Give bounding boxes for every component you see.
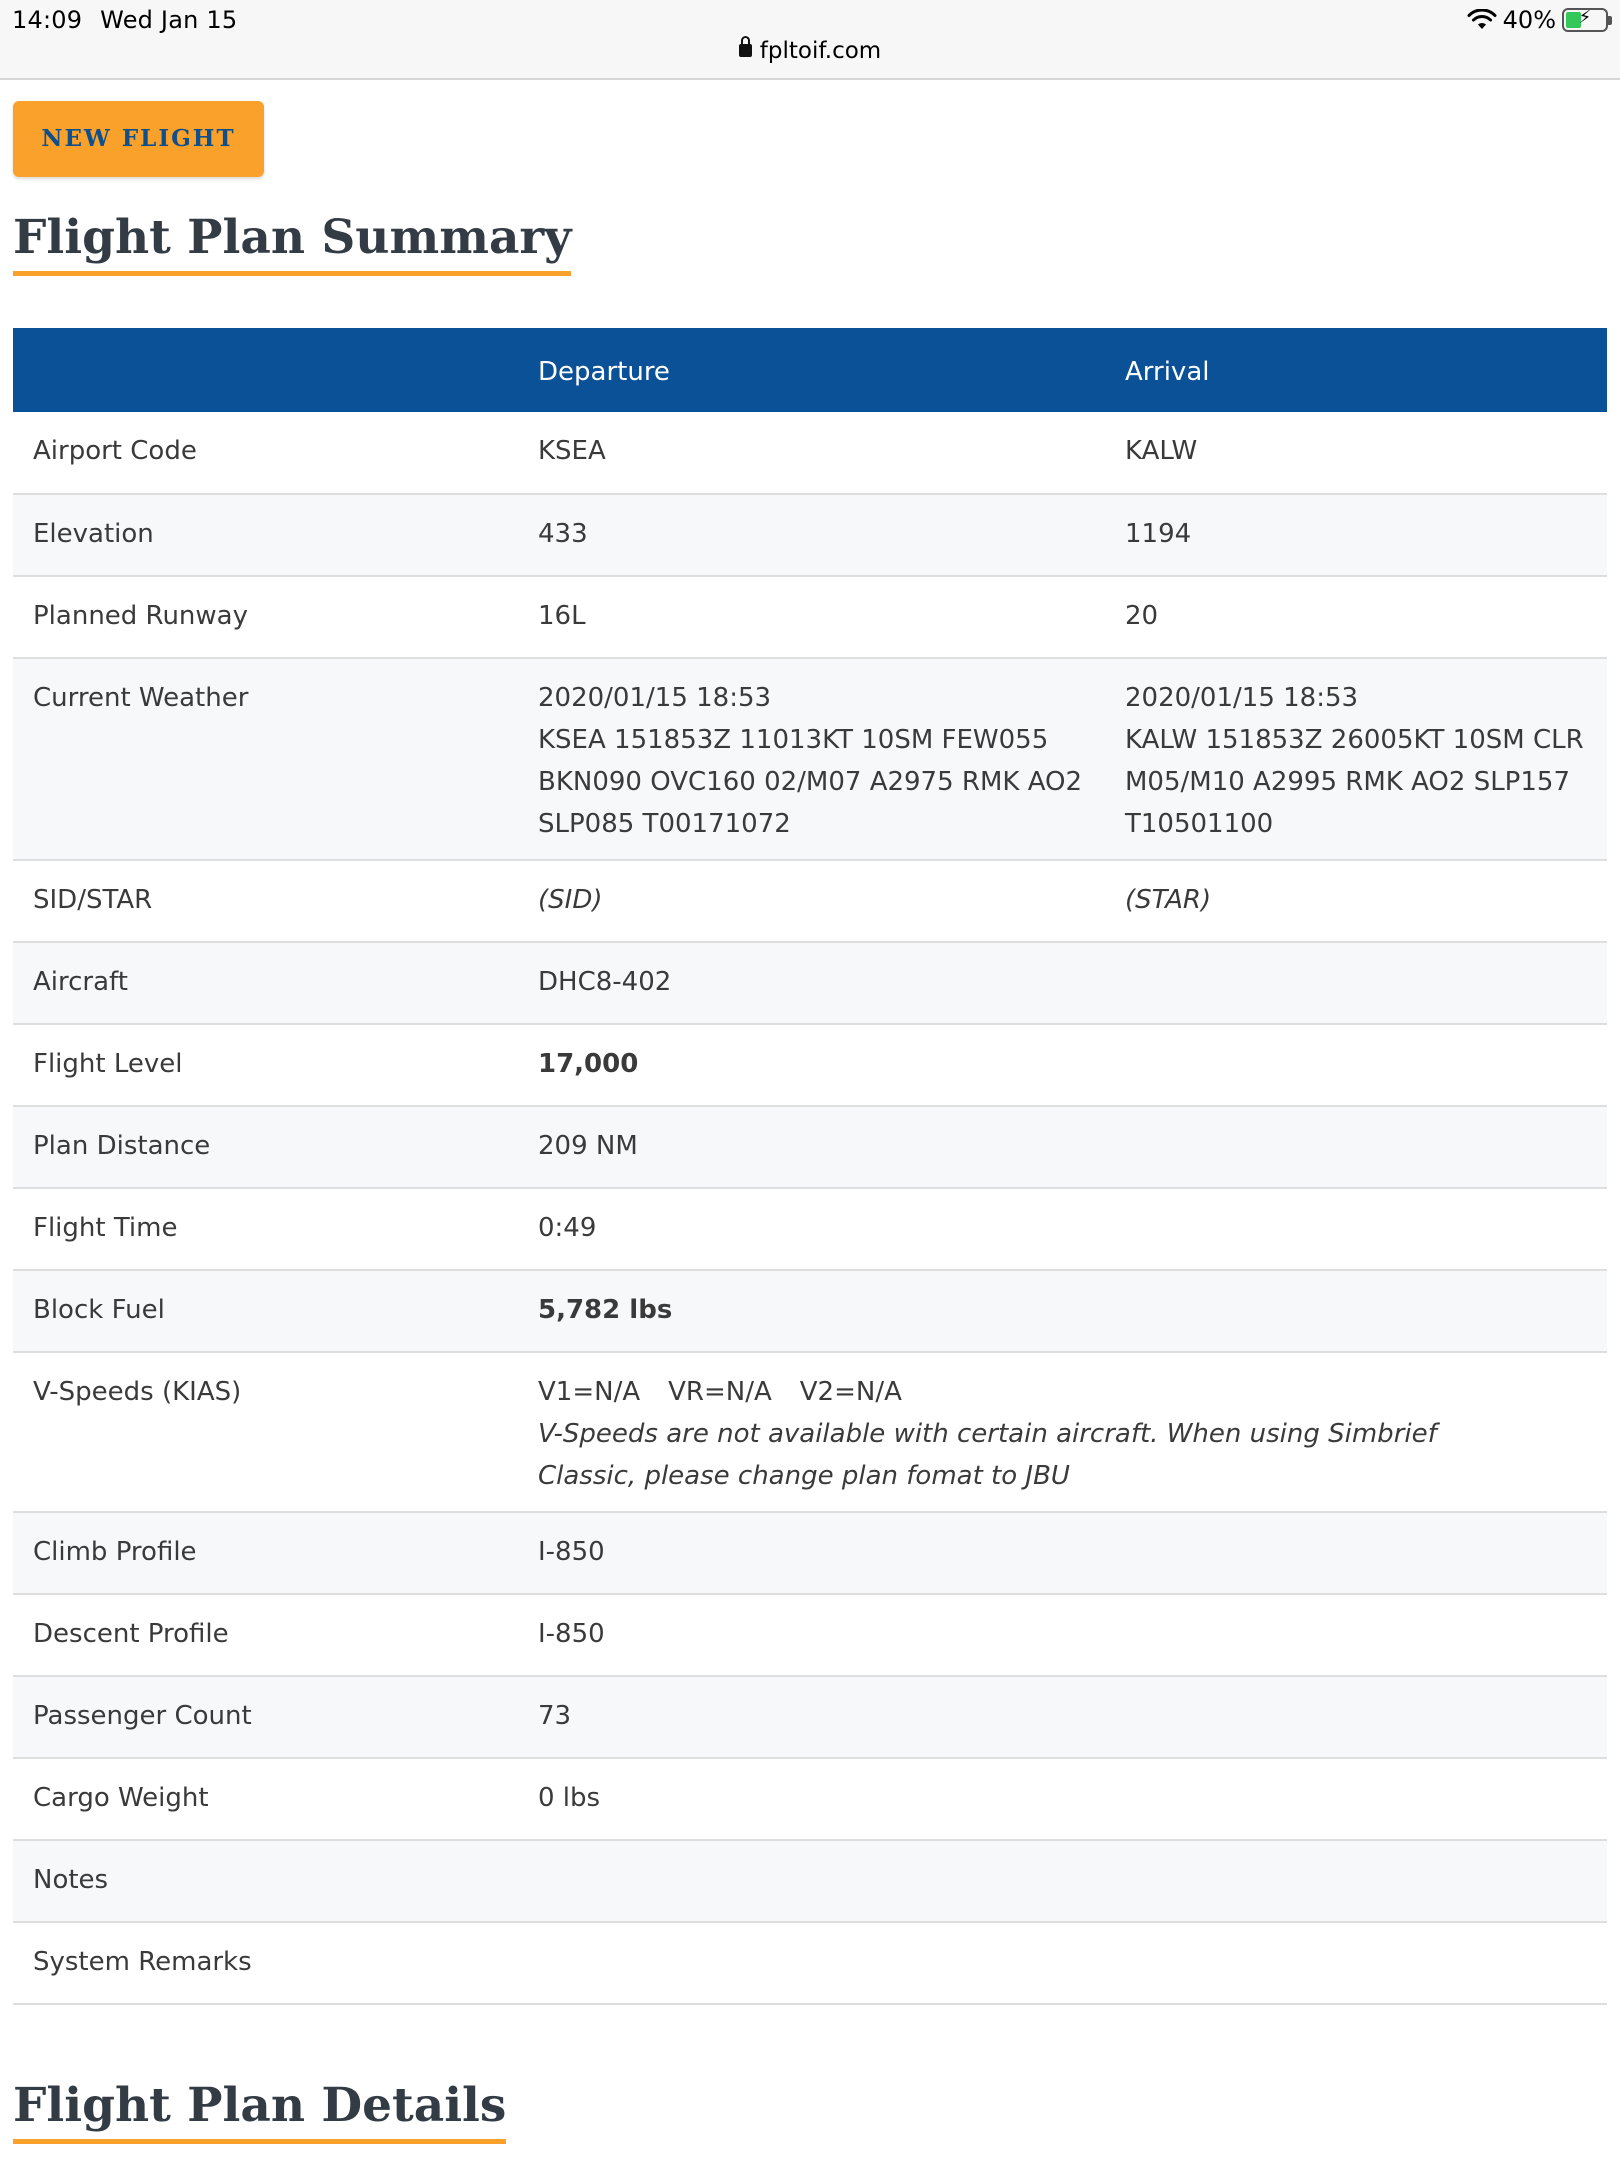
climb-profile-value: I-850	[538, 1512, 1607, 1594]
status-time: 14:09	[12, 6, 83, 34]
row-label: Airport Code	[13, 412, 538, 494]
v-speeds-note: V-Speeds are not available with certain aircraft. When using Simbrief Classic, please change plan fomat to JBU	[538, 1419, 1437, 1491]
row-label: System Remarks	[13, 1922, 538, 2004]
row-label: Block Fuel	[13, 1270, 538, 1352]
arrival-metar: KALW 151853Z 26005KT 10SM CLR M05/M10 A2995 RMK AO2 SLP157 T10501100	[1125, 725, 1584, 839]
flight-time-value: 0:49	[538, 1188, 1607, 1270]
departure-metar: KSEA 151853Z 11013KT 10SM FEW055 BKN090 OVC160 02/M07 A2975 RMK AO2 SLP085 T00171072	[538, 725, 1083, 839]
table-row	[13, 1758, 1607, 1840]
block-fuel-value: 5,782 lbs	[538, 1270, 1607, 1352]
arrival-weather	[1125, 658, 1607, 860]
arrival-elevation: 1194	[1125, 494, 1607, 576]
new-flight-button[interactable]: NEW FLIGHT	[13, 101, 264, 177]
row-label: Notes	[13, 1840, 538, 1922]
table-header-empty	[13, 330, 538, 412]
v-speeds-line	[538, 1371, 1587, 1413]
table-row	[13, 1512, 1607, 1594]
table-row	[13, 1840, 1607, 1922]
row-label: Plan Distance	[13, 1106, 538, 1188]
table-row	[13, 1594, 1607, 1676]
row-label: Flight Time	[13, 1188, 538, 1270]
row-label: Current Weather	[13, 658, 538, 860]
status-bar	[0, 0, 1620, 80]
table-row	[13, 576, 1607, 658]
system-remarks-value	[538, 1922, 1607, 2004]
row-label: Aircraft	[13, 942, 538, 1024]
departure-sid: (SID)	[538, 860, 1125, 942]
table-row	[13, 1106, 1607, 1188]
row-label: Climb Profile	[13, 1512, 538, 1594]
vr-value: VR=N/A	[668, 1377, 772, 1407]
address-bar[interactable]	[0, 38, 1620, 64]
arrival-star: (STAR)	[1125, 860, 1607, 942]
v-speeds-value	[538, 1352, 1607, 1512]
row-label: Elevation	[13, 494, 538, 576]
departure-runway: 16L	[538, 576, 1125, 658]
departure-elevation: 433	[538, 494, 1125, 576]
row-label: V-Speeds (KIAS)	[13, 1352, 538, 1512]
table-header-row	[13, 330, 1607, 412]
aircraft-value: DHC8-402	[538, 942, 1607, 1024]
table-header-arrival: Arrival	[1125, 330, 1607, 412]
wifi-icon	[1467, 9, 1497, 31]
notes-value	[538, 1840, 1607, 1922]
table-row	[13, 1676, 1607, 1758]
battery-icon	[1562, 8, 1608, 32]
arrival-airport-code: KALW	[1125, 412, 1607, 494]
row-label: Descent Profile	[13, 1594, 538, 1676]
row-label: Passenger Count	[13, 1676, 538, 1758]
url-text: fpltoif.com	[759, 38, 882, 64]
row-label: Planned Runway	[13, 576, 538, 658]
v2-value: V2=N/A	[799, 1377, 902, 1407]
plan-distance-value: 209 NM	[538, 1106, 1607, 1188]
table-row	[13, 1024, 1607, 1106]
section-title-details: Flight Plan Details	[13, 2078, 506, 2144]
descent-profile-value: I-850	[538, 1594, 1607, 1676]
table-row	[13, 860, 1607, 942]
table-header-departure: Departure	[538, 330, 1125, 412]
table-row	[13, 1922, 1607, 2004]
table-row	[13, 1352, 1607, 1512]
charging-bolt-icon: ⚡	[1578, 7, 1592, 28]
table-row	[13, 658, 1607, 860]
arrival-weather-time: 2020/01/15 18:53	[1125, 683, 1359, 713]
row-label: Flight Level	[13, 1024, 538, 1106]
v1-value: V1=N/A	[538, 1377, 641, 1407]
lock-icon	[739, 44, 752, 57]
cargo-weight-value: 0 lbs	[538, 1758, 1607, 1840]
flight-plan-summary-table	[13, 328, 1607, 2005]
departure-weather	[538, 658, 1125, 860]
table-row	[13, 412, 1607, 494]
page-title: Flight Plan Summary	[13, 210, 571, 276]
status-date: Wed Jan 15	[100, 6, 238, 34]
table-row	[13, 942, 1607, 1024]
departure-weather-time: 2020/01/15 18:53	[538, 683, 772, 713]
table-row	[13, 1188, 1607, 1270]
row-label: Cargo Weight	[13, 1758, 538, 1840]
arrival-runway: 20	[1125, 576, 1607, 658]
status-indicators	[1467, 4, 1608, 36]
departure-airport-code: KSEA	[538, 412, 1125, 494]
table-row	[13, 494, 1607, 576]
row-label: SID/STAR	[13, 860, 538, 942]
table-row	[13, 1270, 1607, 1352]
battery-percent: 40%	[1502, 6, 1556, 34]
status-clock	[12, 6, 237, 34]
passenger-count-value: 73	[538, 1676, 1607, 1758]
flight-level-value: 17,000	[538, 1024, 1607, 1106]
